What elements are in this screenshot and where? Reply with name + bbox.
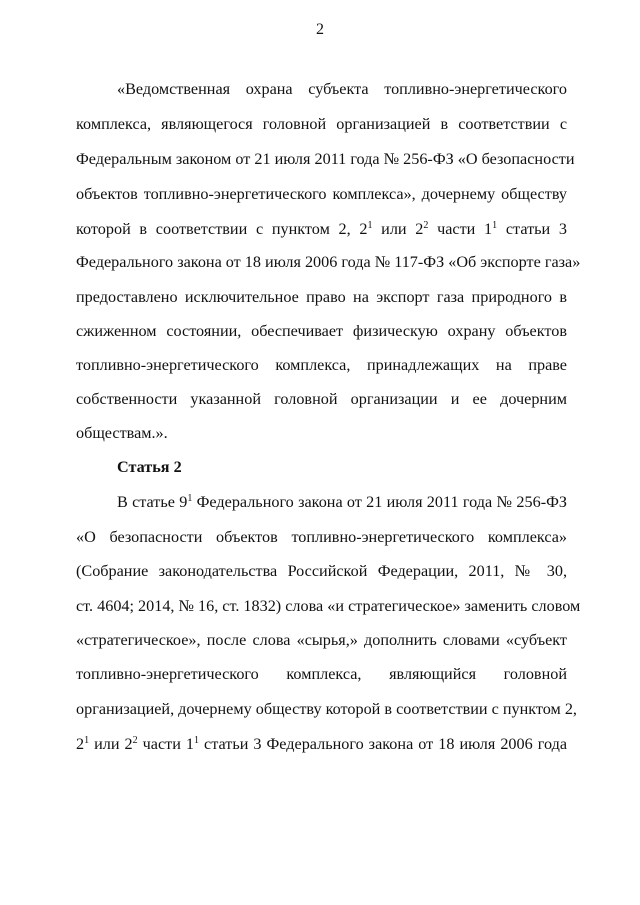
paragraph-1-line: Федерального закона от 18 июля 2006 года № 117-ФЗ «Об экспорте газа» — [76, 253, 581, 271]
paragraph-1-line: предоставлено исключительное право на экспорт газа природного в — [76, 288, 567, 306]
paragraph-2-line: «О безопасности объектов топливно-энергетического комплекса» — [76, 528, 567, 546]
paragraph-1-line: комплекса, являющегося головной организацией в соответствии с — [76, 115, 567, 133]
paragraph-1-line: сжиженном состоянии, обеспечивает физическую охрану объектов — [76, 322, 567, 340]
paragraph-1-line: собственности указанной головной организации и ее дочерним — [76, 390, 567, 408]
paragraph-1-line: «Ведомственная охрана субъекта топливно-энергетического — [117, 80, 567, 98]
paragraph-2-line: ст. 4604; 2014, № 16, ст. 1832) слова «и стратегическое» заменить словом — [76, 597, 581, 615]
paragraph-1-line: объектов топливно-энергетического комплекса», дочернему обществу — [76, 185, 567, 203]
paragraph-1-line: которой в соответствии с пунктом 2, $2^1$ или $2^2$ части $1^1$ статьи 3 — [76, 220, 568, 238]
section-heading: Статья 2 — [117, 458, 182, 476]
paragraph-1-line: топливно-энергетического комплекса, принадлежащих на праве — [76, 356, 567, 374]
page-number: 2 — [316, 21, 324, 38]
paragraph-2-line: «стратегическое», после слова «сырья,» дополнить словами «субъект — [76, 631, 567, 649]
paragraph-2-line: $2^1$ или $2^2$ части $1^1$ статьи 3 Федерального закона от 18 июля 2006 года — [76, 735, 568, 753]
paragraph-1-line: Федеральным законом от 21 июля 2011 года № 256-ФЗ «О безопасности — [76, 150, 575, 168]
paragraph-2-line: (Собрание законодательства Российской Федерации, 2011, № 30, — [76, 562, 567, 580]
paragraph-2-line: организацией, дочернему обществу которой в соответствии с пунктом 2, — [76, 700, 577, 718]
paragraph-1-line: обществам.». — [76, 424, 168, 442]
paragraph-2-line: В статье $9^1$ Федерального закона от 21 июля 2011 года № 256-ФЗ — [117, 493, 567, 511]
paragraph-2-line: топливно-энергетического комплекса, являющийся головной — [76, 665, 567, 683]
